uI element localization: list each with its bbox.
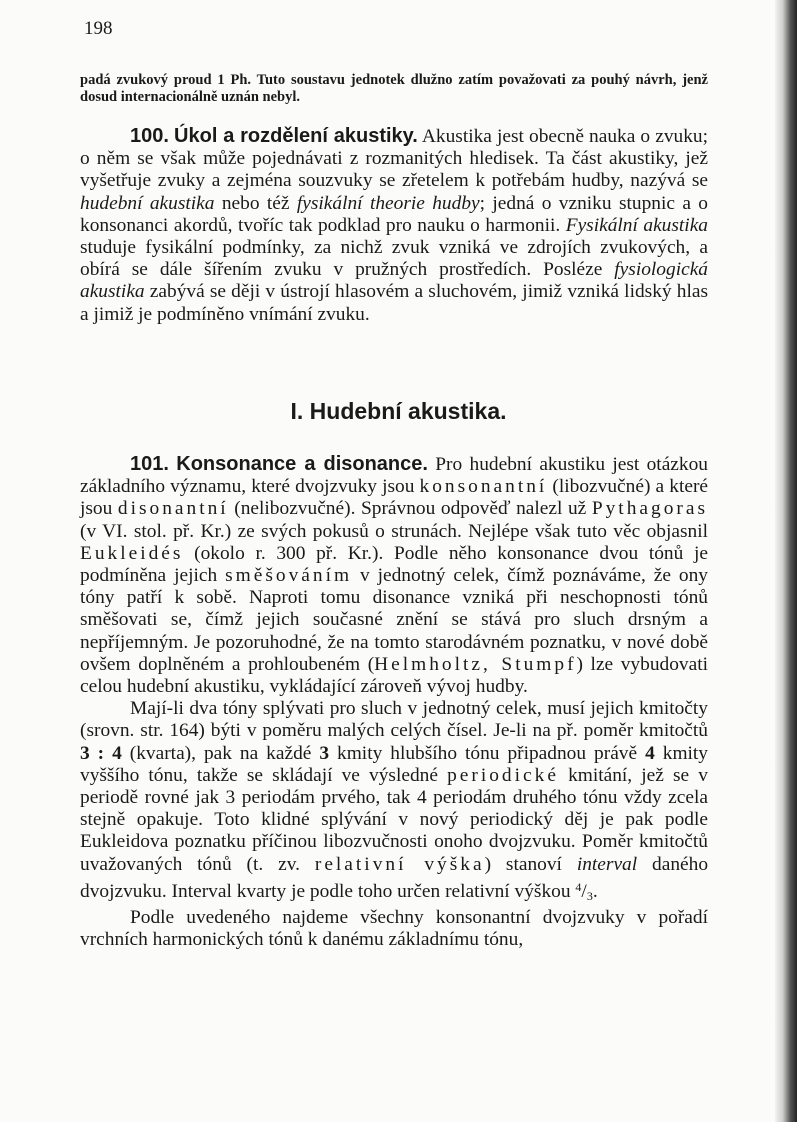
- section-100-heading: Úkol a rozdělení akustiky.: [174, 125, 418, 147]
- term-hudebni-akustika: hudební akustika: [80, 192, 215, 214]
- term-fysiologicka-akustika: fysiologická akustika: [80, 259, 708, 303]
- name-pythagoras: Pythagoras: [591, 498, 708, 520]
- name-eukleides: Eukleidés: [80, 542, 184, 564]
- intro-paragraph: padá zvukový proud 1 Ph. Tuto soustavu jednotek dlužno zatím považovati za pouhý návrh, jenž dosud internacionálně uznán nebyl.: [80, 72, 708, 105]
- section-101-heading: Konsonance a disonance.: [176, 453, 428, 475]
- page-number: 198: [84, 18, 113, 39]
- term-fysikalni-theorie: fysikální theorie hudby: [296, 192, 480, 214]
- term-interval: interval: [576, 853, 638, 875]
- fraction-4-3: $^4/_3$: [575, 879, 593, 903]
- section-101-paragraph-3: Podle uvedeného najdeme všechny konsonantní dvojzvuky v pořadí vrchních harmonických tónů k danému základnímu tónu,: [80, 907, 708, 951]
- section-101: [80, 453, 708, 951]
- section-101-paragraph-1: 101. Konsonance a disonance. Pro hudební akustiku jest otázkou základního významu, které dvojzvuky jsou konsonantní (libozvučné) a které jsou disonantní (nelibozvučné). Správnou odpověď nalezl už Pythagoras (v VI. stol. př. Kr.) ze svých pokusů o strunách. Nejlépe však tuto věc objasnil Eukleidés (okolo r. 300 př. Kr.). Podle něho konsonance dvou tónů je podmíněna jejich směšováním v jednotný celek, čímž poznáváme, že ony tóny patří k sobě. Naproti tomu disonance vzniká při neschopnosti tónů směšovati se, čímž jejich současné znění se stává pro sluch drsným a nepříjemným. Je pozoruhodné, že na tomto starodávném poznatku, v nové době ovšem doplněném a prohloubeném (Helmholtz, Stumpf) lze vybudovati celou hudební akustiku, vykládající zároveň vývoj hudby.: [80, 453, 709, 698]
- section-100-paragraph: 100. Úkol a rozdělení akustiky. Akustika jest obecně nauka o zvuku; o něm se však může pojednávati z rozmanitých hledisek. Ta část akustiky, jež vyšetřuje zvuky a zejména souzvuky se zřetelem k potřebám hudby, nazývá se hudební akustika nebo též fysikální theorie hudby; jedná o vzniku stupnic a o konsonanci akordů, tvoříc tak podklad pro nauku o harmonii. Fysikální akustika studuje fysikální podmínky, za nichž zvuk vzniká ve zdrojích zvukových, a obírá se dále šířením zvuku v pružných prostředích. Posléze fysiologická akustika zabývá se ději v ústrojí hlasovém a sluchovém, jimiž vzniká lidský hlas a jimiž je podmíněno vnímání zvuku.: [80, 125, 709, 325]
- chapter-title: I. Hudební akustika.: [290, 398, 507, 424]
- names-helmholtz-stumpf: Helmholtz, Stumpf: [374, 653, 577, 675]
- term-fysikalni-akustika: Fysikální akustika: [565, 214, 708, 236]
- section-100-number: 100.: [130, 125, 169, 147]
- page-edge-shadow: [775, 0, 797, 1122]
- section-101-number: 101.: [130, 453, 169, 475]
- section-101-paragraph-2: Mají-li dva tóny splývati pro sluch v jednotný celek, musí jejich kmitočty (srovn. str. 164) býti v poměru malých celých čísel. Je-li na př. poměr kmitočtů 3 : 4 (kvarta), pak na každé 3 kmity hlubšího tónu připadnou právě 4 kmity vyššího tónu, takže se skládají ve výsledné periodické kmitání, jež se v periodě rovné jak 3 periodám prvého, tak 4 periodám druhého tónu vždy zcela stejně opakuje. Toto klidné splývání v nový periodický děj je pak podle Eukleidova poznatku příčinou libozvučnosti onoho dvojzvuku. Poměr kmitočtů uvažovaných tónů (t. zv. relativní výška) stanoví interval daného dvojzvuku. Interval kvarty je podle toho určen relativní výškou $^4/_3$.: [80, 698, 709, 903]
- section-100: [80, 125, 708, 326]
